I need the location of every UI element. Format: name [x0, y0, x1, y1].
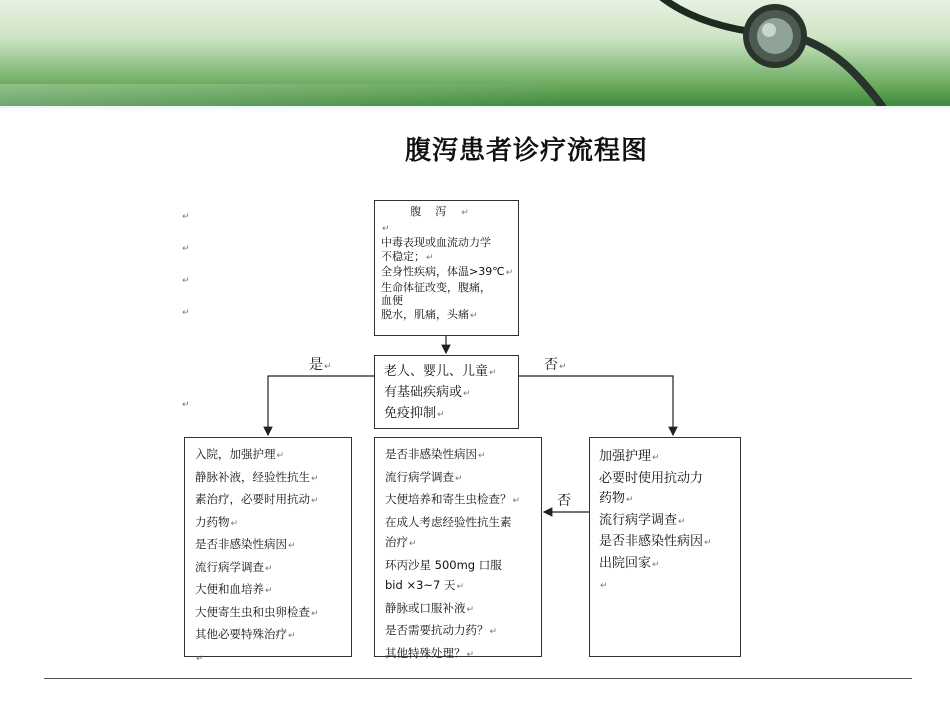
box-line: bid ×3~7 天↵	[385, 578, 465, 592]
edge-no-to-right	[519, 376, 673, 435]
box-line: 流行病学调查↵	[195, 559, 273, 574]
box-line: 是否需要抗动力药？↵	[385, 623, 498, 637]
box-line: 全身性疾病，体温>39℃↵	[381, 265, 514, 278]
box-line: 治疗↵	[385, 535, 417, 549]
box-line: 力药物↵	[195, 514, 239, 529]
box-admit	[184, 437, 352, 664]
edge-label-yes: 是↵	[309, 357, 332, 373]
box-line: 必要时使用抗动力	[599, 470, 704, 486]
box-line: 静脉补液，经验性抗生↵	[195, 469, 319, 484]
box-diarrhea	[374, 200, 519, 336]
box-line: 加强护理↵	[599, 449, 660, 464]
box-line: 药物↵	[599, 491, 634, 506]
page-title: 腹泻患者诊疗流程图	[405, 136, 649, 166]
box-discharge	[589, 437, 741, 657]
box-line: ↵	[600, 581, 608, 591]
box-line: 老人、婴儿、儿童↵	[384, 364, 497, 379]
paragraph-mark: ↵	[182, 308, 190, 318]
box-line: 入院，加强护理↵	[195, 447, 285, 461]
box-line: 是否非感染性病因↵	[195, 537, 296, 551]
paragraph-mark: ↵	[182, 276, 190, 286]
box-line: 免疫抑制↵	[384, 406, 445, 421]
edge-yes-to-left	[268, 376, 374, 435]
box-line: 出院回家↵	[599, 555, 660, 571]
box-risk-question	[374, 355, 519, 429]
box-line: 素治疗，必要时用抗动↵	[195, 492, 319, 506]
box-line: 血便	[381, 294, 403, 307]
box-line: 大便培养和寄生虫检查？↵	[385, 492, 521, 506]
box-line: 其他特殊处理？↵	[385, 645, 475, 660]
box-line: 静脉或口服补液↵	[385, 600, 475, 615]
footer-divider	[44, 678, 912, 679]
edge-label-no-right: 否	[557, 493, 571, 509]
box-line: 中毒表现或血流动力学	[381, 236, 491, 249]
paragraph-mark: ↵	[182, 244, 190, 254]
box-line: 是否非感染性病因↵	[599, 534, 712, 549]
box-line: 流行病学调查↵	[599, 512, 686, 528]
box-line: 在成人考虑经验性抗生素	[385, 514, 512, 529]
paragraph-mark: ↵	[182, 400, 190, 410]
box-line: 脱水，肌痛，头痛↵	[381, 307, 478, 321]
paragraph-mark: ↵	[182, 212, 190, 222]
box-line: 有基础疾病或↵	[384, 385, 471, 400]
box-line: 是否非感染性病因↵	[385, 447, 486, 461]
box-line: 其他必要特殊治疗↵	[195, 627, 296, 641]
box-line: 腹泻↵	[410, 205, 483, 218]
box-line: 不稳定；↵	[381, 249, 434, 263]
box-line: 流行病学调查↵	[385, 469, 463, 484]
edge-label-no-top: 否↵	[544, 357, 567, 373]
box-outpatient-workup	[374, 437, 542, 660]
box-line: 环丙沙星 500mg 口服	[385, 557, 502, 572]
box-line: ↵	[196, 653, 204, 664]
box-line: 大便和血培养↵	[195, 582, 273, 596]
box-line: ↵	[382, 223, 390, 234]
box-line: 大便寄生虫和虫卵检查↵	[195, 604, 319, 619]
box-line: 生命体征改变，腹痛，	[381, 280, 491, 294]
